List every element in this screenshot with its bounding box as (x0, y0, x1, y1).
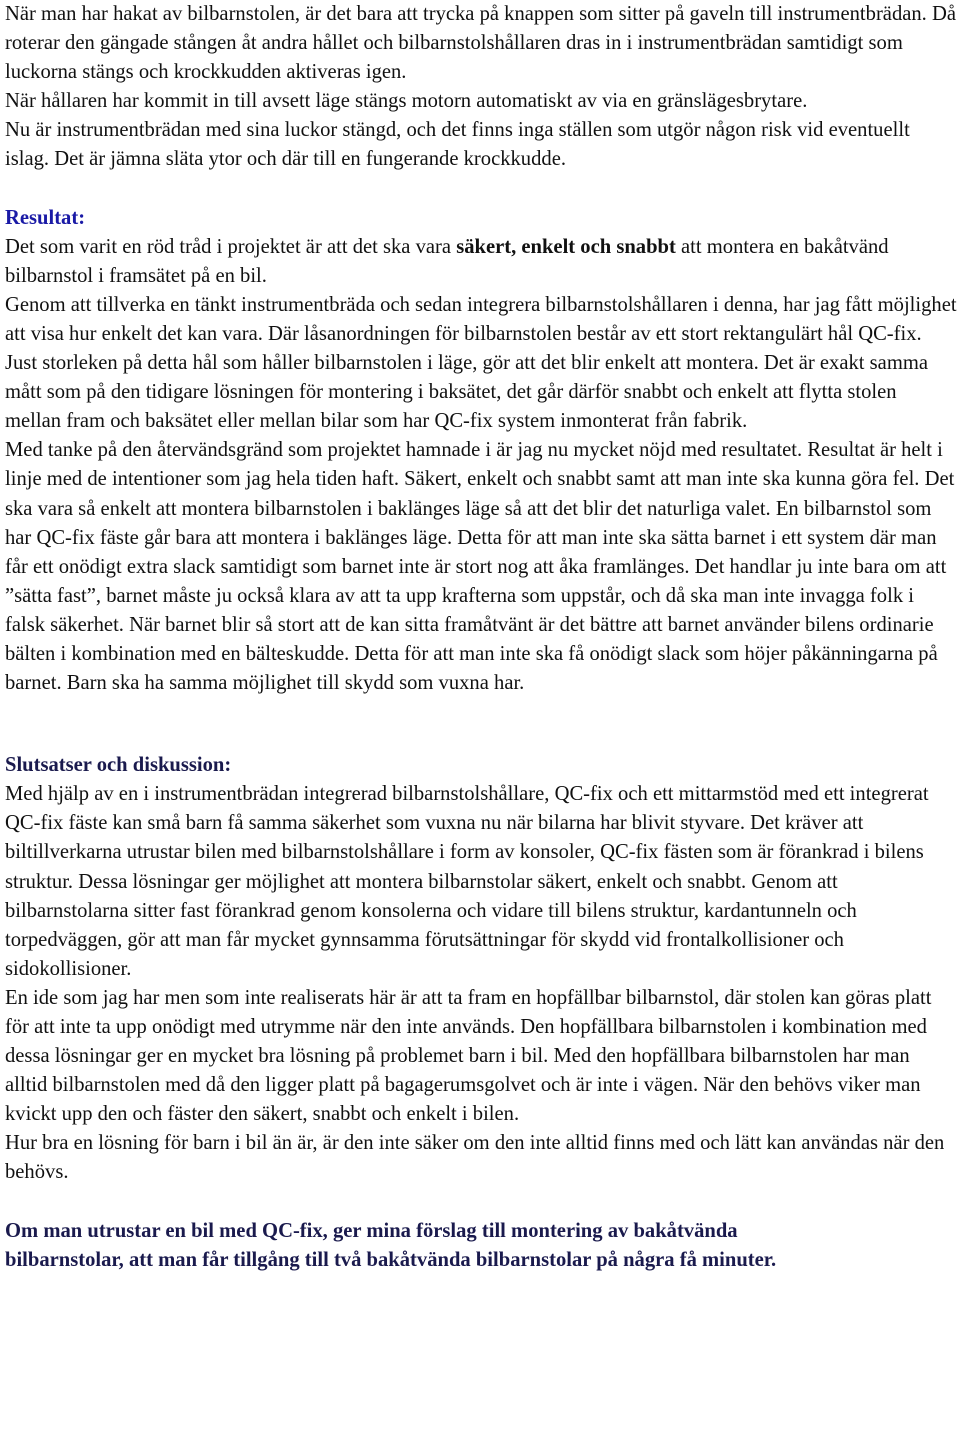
resultat-heading: Resultat: (5, 206, 86, 229)
resultat-paragraph-1 (5, 233, 957, 291)
resultat-paragraph-3: Med tanke på den återvändsgränd som projektet hamnade i är jag nu mycket nöjd med resultatet. Resultat är helt i linje med de intentioner som jag hela tiden haft. Säkert, enkelt och snabbt samt att man inte ska kunna göra fel. Det ska vara så enkelt att montera bilbarnstolen i baklänges läge så att det blir det naturliga valet. En bilbarnstol som har QC-fix fäste går bara att montera i baklänges läge. Detta för att man inte ska sätta barnet i ett system där man får ett onödigt extra slack samtidigt som barnet inte är stort nog att åka framlänges. Det handlar ju inte bara om att ”sätta fast”, barnet måste ju också klara av att ta upp krafterna som uppstår, och då ska man inte invagga folk i falsk säkerhet. När barnet blir så stort att de kan sitta framåtvänt är det bättre att barnet använder bilens ordinarie bälten i kombination med en bälteskudde. Detta för att man inte ska få onödigt slack som höjer påkänningarna på barnet. Barn ska ha samma möjlighet till skydd som vuxna har. (5, 439, 955, 695)
resultat-p1-before: Det som varit en röd tråd i projektet är att det ska vara (5, 235, 457, 258)
section-gap (5, 698, 957, 751)
slutsatser-heading: Slutsatser och diskussion: (5, 754, 232, 777)
section-gap (5, 1188, 957, 1217)
resultat-paragraph-2: Genom att tillverka en tänkt instrumentbräda och sedan integrera bilbarnstolshållaren i denna, har jag fått möjlighet att visa hur enkelt det kan vara. Där låsanordningen för bilbarnstolen består av ett stort rektangulärt hål QC-fix. Just storleken på detta hål som håller bilbarnstolen i läge, gör att det blir enkelt att montera. Det är exakt samma mått som på den tidigare lösningen för montering i baksätet, det går därför snabbt och enkelt att flytta stolen mellan fram och baksätet eller mellan bilar som har QC-fix system inmonterat från fabrik. (5, 293, 957, 433)
conclusion-line-2: bilbarnstolar, att man får tillgång till två bakåtvända bilbarnstolar på några få minuter. (5, 1248, 777, 1271)
resultat-p1-bold: säkert, enkelt och snabbt (456, 235, 676, 258)
intro-paragraph-2: När hållaren har kommit in till avsett läge stängs motorn automatiskt av via en gränslägesbrytare. (5, 90, 808, 113)
section-gap (5, 175, 957, 204)
slutsatser-paragraph-2: En ide som jag har men som inte realiserats här är att ta fram en hopfällbar bilbarnstol, där stolen kan göras platt för att inte ta upp onödigt med utrymme när den inte används. Den hopfällbara bilbarnstolen i kombination med dessa lösningar ger en mycket bra lösning på problemet barn i bil. Med den hopfällbara bilbarnstolen har man alltid bilbarnstolen med då den ligger platt på bagagerumsgolvet och är inte i vägen. När den behövs viker man kvickt upp den och fäster den säkert, snabbt och enkelt i bilen. (5, 986, 932, 1126)
document-page (5, 0, 957, 1275)
resultat-p1-after: att montera en bakåtvänd bilbarnstol i framsätet på en bil. (5, 235, 889, 287)
intro-paragraph-3: Nu är instrumentbrädan med sina luckor stängd, och det finns inga ställen som utgör någon risk vid eventuellt islag. Det är jämna släta ytor och där till en fungerande krockkudde. (5, 119, 910, 171)
conclusion-line-1: Om man utrustar en bil med QC-fix, ger mina förslag till montering av bakåtvända (5, 1219, 738, 1242)
intro-paragraph-1: När man har hakat av bilbarnstolen, är det bara att trycka på knappen som sitter på gaveln till instrumentbrädan. Då roterar den gängade stången åt andra hållet och bilbarnstolshållaren dras in i instrumentbrädan samtidigt som luckorna stängs och krockkudden aktiveras igen. (5, 3, 956, 84)
slutsatser-paragraph-3: Hur bra en lösning för barn i bil än är, är den inte säker om den inte alltid finns med och lätt kan användas när den behövs. (5, 1132, 945, 1184)
slutsatser-paragraph-1: Med hjälp av en i instrumentbrädan integrerad bilbarnstolshållare, QC-fix och ett mittarmstöd med ett integrerat QC-fix fäste kan små barn få samma säkerhet som vuxna nu när bilarna har blivit styvare. Det kräver att biltillverkarna utrustar bilen med bilbarnstolshållare i form av konsoler, QC-fix fästen som är förankrad i bilens struktur. Dessa lösningar ger möjlighet att montera bilbarnstolar säkert, enkelt och snabbt. Genom att bilbarnstolarna sitter fast förankrad genom konsolerna och vidare till bilens struktur, kardantunneln och torpedväggen, gör att man får mycket gynnsamma förutsättningar för skydd vid frontalkollisioner och sidokollisioner. (5, 783, 929, 980)
